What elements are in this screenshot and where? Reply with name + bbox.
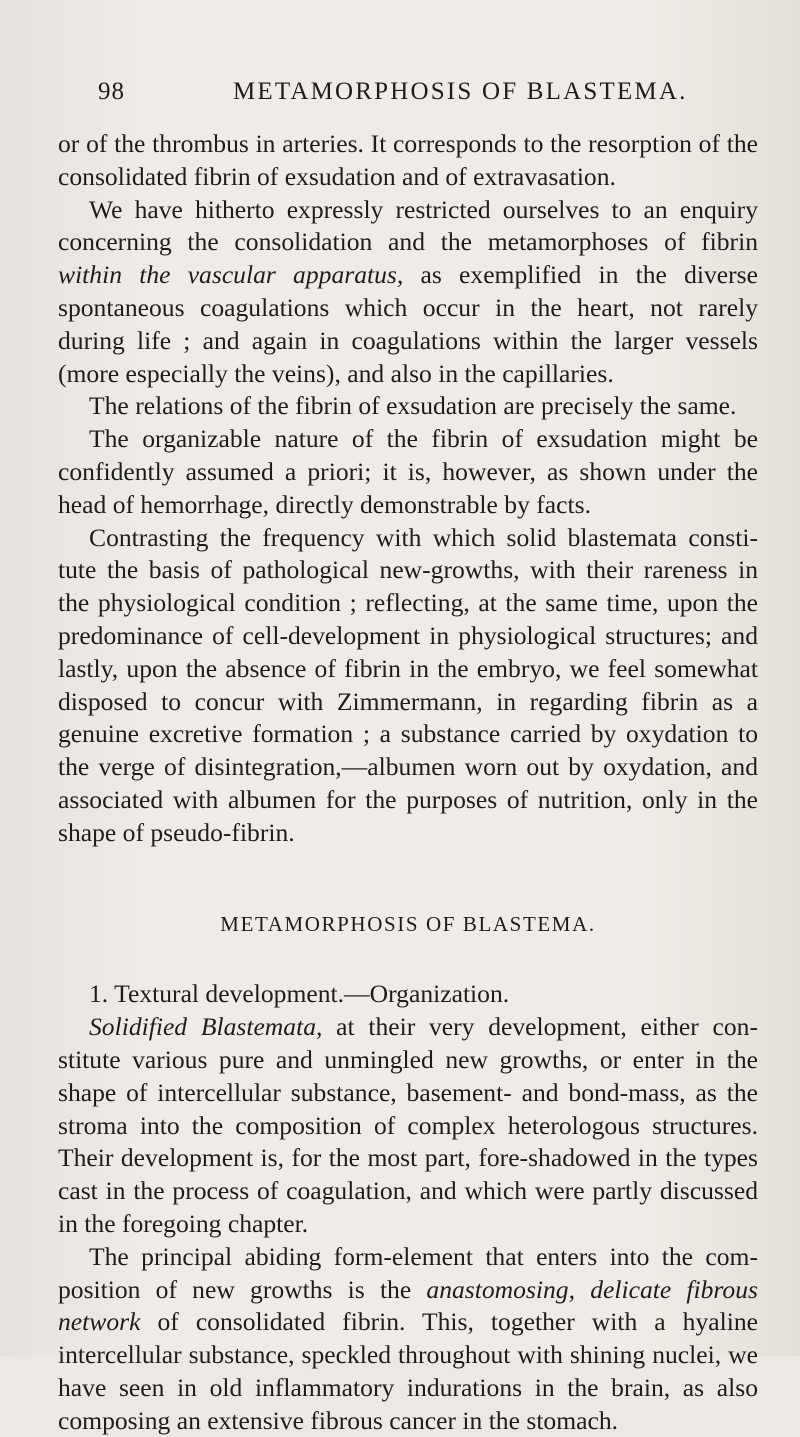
section-heading: METAMORPHOSIS OF BLASTEMA. xyxy=(220,911,596,936)
paragraph-text: at their very development, either con-stitute various pure and unmingled new growths, or enter in the shape of intercellular substance, basement- and bond-mass, as the stroma into the composition of complex heterologous structures. Their development is, for the most part, fore-shadowed in the types cast in the process of coagulation, and which were partly discussed in the foregoing chapter. xyxy=(58,1012,758,1238)
paragraph-organizable: The organizable nature of the fibrin of exsudation might be confidently assumed a priori; it is, however, as shown under the head of hemorrhage, directly demonstrable by facts. xyxy=(58,424,758,519)
paragraph-text: We have hitherto expressly restricted ourselves to an enquiry concerning the consolidation and the metamorphoses of fibrin xyxy=(58,194,758,257)
paragraph-vascular-apparatus xyxy=(58,194,758,391)
paragraph-contrasting: Contrasting the frequency with which solid blastemata consti-tute the basis of pathological new-growths, with their rareness in the physiological condition ; reflecting, at the same time, upon the predominance of cell-development in physiological structures; and lastly, upon the absence of fibrin in the embryo, we feel somewhat disposed to concur with Zimmermann, in regarding fibrin as a genuine excretive formation ; a substance carried by oxydation to the verge of disintegration,—albumen worn out by oxydation, and associated with albumen for the purposes of nutrition, only in the shape of pseudo-fibrin. xyxy=(58,522,758,847)
paragraph-exsudation: The relations of the fibrin of exsudation are precisely the same. xyxy=(89,391,737,421)
running-title: METAMORPHOSIS OF BLASTEMA. xyxy=(233,78,688,105)
section-subheading: 1. Textural development.—Organization. xyxy=(89,979,510,1009)
paragraph-text: of consolidated fibrin. This, together with a hyaline intercellular substance, speckled throughout with shining nuclei, we have seen in old inflammatory indurations in the brain, as also composing an extensive fibrous cancer in the stomach. xyxy=(58,1307,758,1435)
paragraph-text: The principal abiding form-element that enters into the com-position of new growths is the xyxy=(58,1241,758,1304)
emphasis-text: Solidified Blastemata, xyxy=(89,1012,323,1042)
paragraph-form-element xyxy=(58,1241,758,1437)
page-number: 98 xyxy=(98,78,125,105)
body-text xyxy=(58,128,758,1437)
running-head xyxy=(98,78,702,108)
paragraph-thrombus: or of the thrombus in arteries. It corresponds to the resorption of the consolidated fibrin of exsudation and of extravasation. xyxy=(58,129,758,191)
paragraph-solidified-blastemata xyxy=(58,1011,758,1241)
emphasis-text: anastomosing, delicate fibrous network xyxy=(58,1274,758,1337)
emphasis-text: within the vascular apparatus, xyxy=(58,260,404,290)
paragraph-text: as exemplified in the diverse spontaneous coagulations which occur in the heart, not rarely during life ; and again in coagulations within the larger vessels (more especially the veins), and also in the capillaries. xyxy=(58,260,758,388)
